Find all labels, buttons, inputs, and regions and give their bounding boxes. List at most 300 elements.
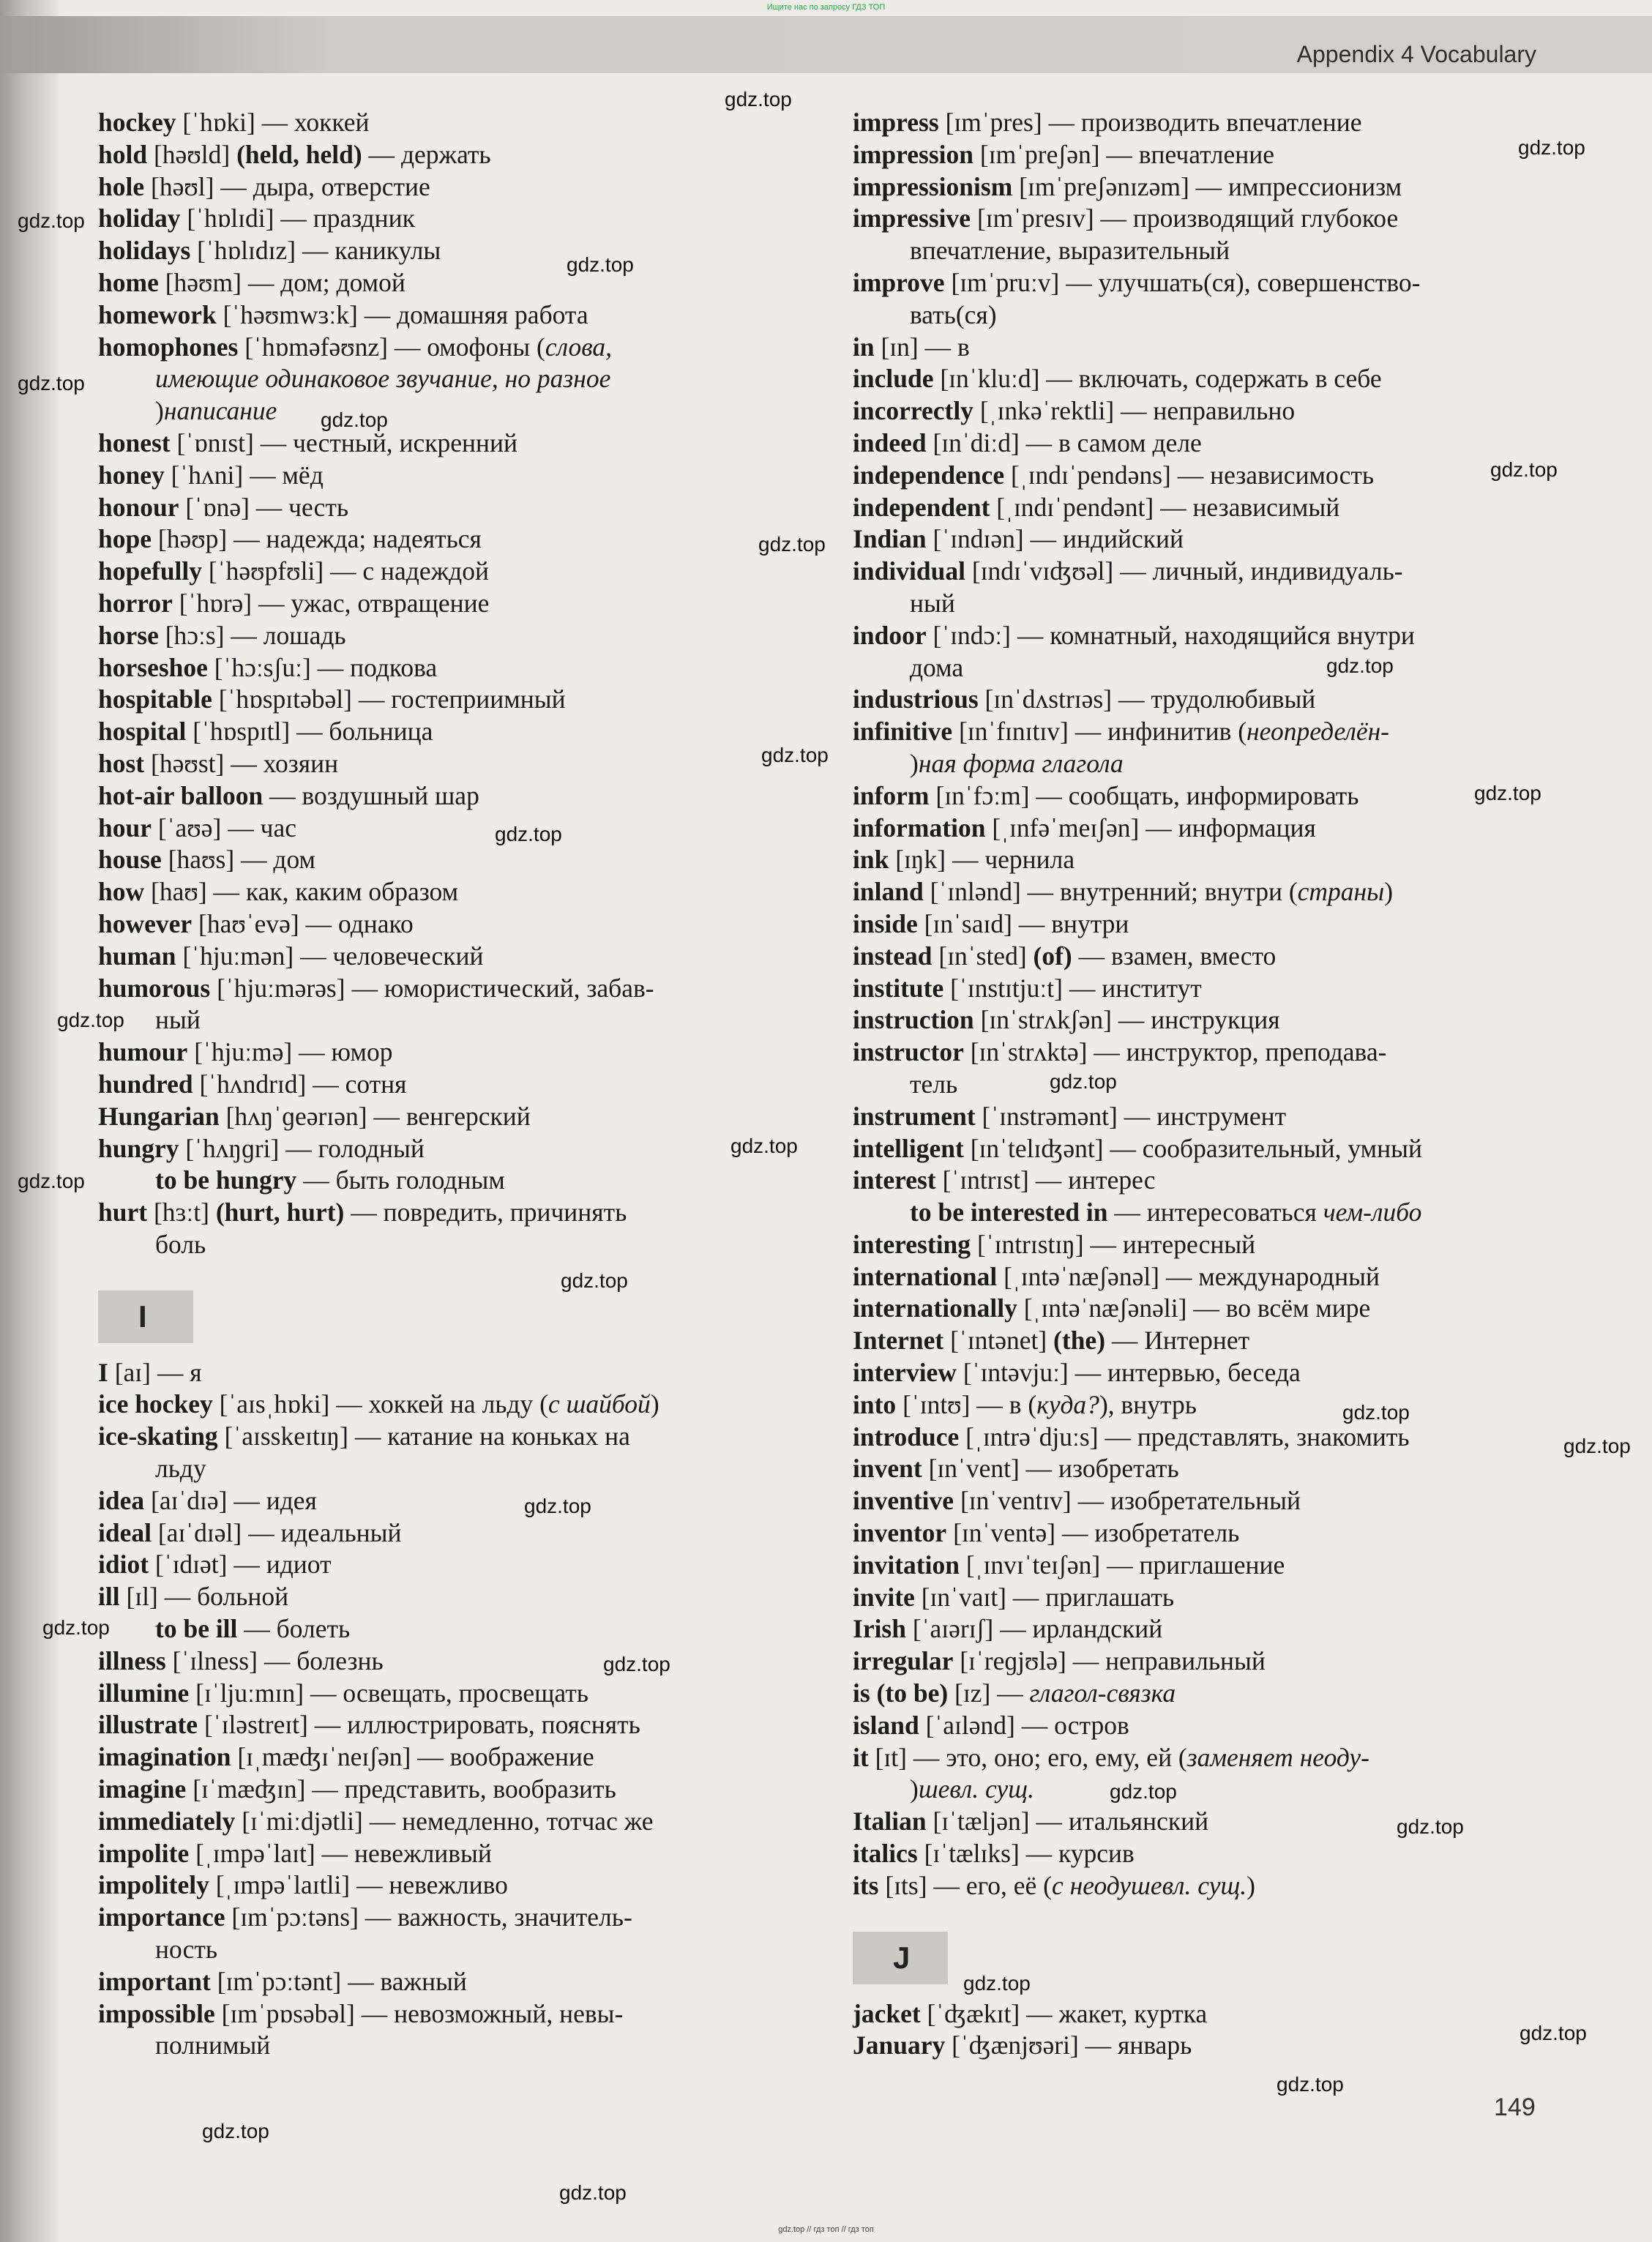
transcription: [ɪmˈpɒsəbəl] — [214, 1998, 355, 2028]
headword: information — [853, 812, 986, 842]
headword: January — [853, 2030, 946, 2060]
entry-continuation — [853, 748, 1536, 780]
translation: — в ( — [970, 1389, 1037, 1419]
entry-continuation — [853, 588, 1536, 620]
headword: to be interested in — [910, 1197, 1108, 1228]
headword: Hungarian — [98, 1101, 220, 1131]
transcription: [ˈɪnlənd] — [923, 877, 1021, 907]
transcription: [ɪˌmæʤɪˈneɪʃən] — [231, 1742, 411, 1772]
transcription: [aɪ] — [108, 1357, 151, 1387]
headword: how — [98, 877, 145, 907]
translation: — инфинитив ( — [1068, 717, 1247, 747]
headword: into — [853, 1389, 897, 1419]
translation: вать(ся) — [910, 299, 997, 329]
vocabulary-entry — [853, 107, 1536, 139]
transcription: [ˈhɒki] — [176, 108, 255, 137]
italic-note: неопределён- — [1247, 717, 1390, 747]
translation: — невежливо — [350, 1870, 508, 1900]
transcription: [ˈhɔːsʃuː] — [207, 652, 311, 682]
translation: — сотня — [306, 1069, 407, 1099]
bottom-banner: gdz.top // гдз топ // гдз топ — [778, 2225, 874, 2234]
word-forms: (held, held) — [230, 139, 362, 169]
transcription: [ˈʤækɪt] — [920, 1998, 1020, 2028]
headword: Indian — [853, 524, 927, 554]
vocabulary-entry — [98, 941, 777, 973]
translation: — это, оно; его, ему, ей ( — [906, 1742, 1187, 1772]
headword: idiot — [98, 1550, 149, 1580]
watermark: gdz.top — [321, 408, 388, 431]
headword: imagination — [98, 1742, 231, 1772]
translation: — подкова — [310, 652, 438, 682]
watermark: gdz.top — [495, 823, 562, 845]
top-banner: Ищите нас по запросу ГДЗ ТОП — [766, 3, 886, 12]
headword: hundred — [98, 1069, 193, 1099]
translation-tail: ) — [1247, 1870, 1255, 1900]
vocabulary-entry — [853, 203, 1536, 235]
translation: ность — [155, 1935, 218, 1965]
vocabulary-entry — [98, 844, 777, 876]
vocabulary-entry — [853, 1357, 1536, 1389]
translation: — с надеждой — [324, 556, 489, 586]
translation: — праздник — [274, 203, 415, 233]
headword: illustrate — [98, 1710, 198, 1740]
transcription: [ɪndɪˈvɪʤʊəl] — [965, 556, 1114, 586]
transcription: [ˌɪntrəˈdjuːs] — [959, 1421, 1099, 1451]
translation: — воображение — [411, 1742, 594, 1772]
vocabulary-entry — [98, 1806, 777, 1838]
transcription: [ɪnˈsted] — [932, 941, 1027, 971]
translation: — дом — [234, 845, 315, 875]
headword: host — [98, 748, 145, 778]
translation: — интерес — [1028, 1165, 1156, 1195]
headword: interest — [853, 1165, 936, 1195]
translation: — невозможный, невы- — [354, 1998, 624, 2028]
translation: — невежливый — [315, 1838, 492, 1868]
headword: inland — [853, 877, 924, 907]
entry-continuation — [98, 1229, 777, 1261]
translation: — юмористический, забав- — [345, 973, 654, 1003]
transcription: [ɪnˈkluːd] — [933, 364, 1040, 394]
entry-continuation — [853, 652, 1536, 684]
watermark: gdz.top — [1490, 458, 1558, 481]
transcription: [ˈɒnə] — [179, 492, 250, 522]
translation: — иллюстрировать, пояснять — [307, 1710, 640, 1740]
transcription: [ɪnˈdiːd] — [926, 427, 1020, 457]
translation: — жакет, куртка — [1020, 1998, 1208, 2028]
transcription: [ɪnˈtelɪʤənt] — [963, 1133, 1104, 1163]
headword: human — [98, 941, 176, 971]
headword: hurt — [98, 1197, 148, 1228]
vocabulary-entry — [853, 492, 1536, 524]
translation: полнимый — [155, 2030, 271, 2060]
word-forms: (the) — [1047, 1326, 1106, 1356]
vocabulary-entry — [98, 171, 777, 203]
vocabulary-entry — [98, 107, 777, 139]
translation: — производить впечатление — [1042, 108, 1362, 137]
translation: — дыра, отверстие — [214, 171, 430, 201]
headword: impressive — [853, 203, 971, 233]
entry-continuation — [853, 235, 1536, 267]
transcription: [ɪmˈpreʃən] — [973, 139, 1100, 169]
translation: — в — [918, 332, 970, 362]
translation: — Интернет — [1105, 1326, 1250, 1356]
headword: indeed — [853, 427, 927, 457]
word-forms: (of) — [1026, 941, 1072, 971]
headword: inventive — [853, 1486, 954, 1516]
headword: instead — [853, 941, 932, 971]
watermark: gdz.top — [57, 1009, 124, 1031]
headword: hold — [98, 139, 148, 169]
watermark: gdz.top — [1050, 1070, 1117, 1093]
vocabulary-entry — [853, 684, 1536, 716]
vocabulary-entry — [98, 1645, 777, 1678]
watermark: gdz.top — [730, 1135, 798, 1157]
headword: however — [98, 908, 193, 938]
transcription: [ˈɪnstɪtjuːt] — [943, 973, 1063, 1003]
transcription: [ɪnˈvent] — [922, 1454, 1020, 1484]
headword: Irish — [853, 1614, 906, 1644]
headword: impression — [853, 139, 974, 169]
vocabulary-entry — [98, 1838, 777, 1870]
transcription: [ɪnˈsaɪd] — [917, 908, 1012, 938]
italic-note: с шайбой — [547, 1389, 651, 1419]
watermark: gdz.top — [1397, 1815, 1464, 1838]
transcription: [ˈʤænjʊəri] — [945, 2030, 1079, 2060]
vocabulary-entry — [98, 812, 777, 845]
transcription: [ˈaɪərɪʃ] — [906, 1614, 994, 1644]
entry-continuation — [853, 1774, 1536, 1806]
vocabulary-entry — [98, 1036, 777, 1069]
vocabulary-entry — [98, 139, 777, 171]
vocabulary-entry — [98, 1966, 777, 1998]
headword: ill — [98, 1582, 120, 1612]
headword: I — [98, 1357, 108, 1387]
transcription: [ˈɪntrɪstɪŋ] — [971, 1229, 1084, 1259]
watermark: gdz.top — [761, 744, 829, 766]
headword: impress — [853, 108, 939, 137]
translation: — во всём мире — [1186, 1293, 1371, 1323]
vocabulary-entry — [98, 332, 777, 364]
watermark: gdz.top — [202, 2120, 269, 2142]
translation: — идиот — [227, 1550, 332, 1580]
transcription: [ɪŋk] — [889, 845, 946, 875]
translation: — представлять, знакомить — [1098, 1421, 1410, 1451]
transcription: [həʊm] — [158, 267, 242, 297]
headword: inventor — [853, 1518, 947, 1548]
headword: impolite — [98, 1838, 190, 1868]
vocabulary-entry — [853, 876, 1536, 908]
headword: Internet — [853, 1326, 944, 1356]
transcription: [ˈɪlness] — [165, 1645, 258, 1675]
transcription: [ˌɪntəˈnæʃənəl] — [997, 1261, 1160, 1291]
vocabulary-entry — [98, 684, 777, 716]
vocabulary-entry — [853, 1870, 1536, 1902]
headword: jacket — [853, 1998, 921, 2028]
translation: — лошадь — [224, 620, 346, 650]
entry-continuation — [98, 395, 777, 427]
transcription: [ˈhʌndrɪd] — [193, 1069, 307, 1099]
vocabulary-entry — [853, 908, 1536, 941]
translation: — быть голодным — [296, 1165, 505, 1195]
vocabulary-entry — [98, 620, 777, 652]
headword: idea — [98, 1485, 145, 1515]
headword: hospitable — [98, 684, 212, 714]
headword: hospital — [98, 717, 187, 747]
vocabulary-entry — [98, 1421, 777, 1453]
headword: in — [853, 332, 875, 362]
headword: Italian — [853, 1806, 927, 1836]
vocabulary-entry — [853, 1036, 1536, 1069]
vocabulary-entry — [853, 267, 1536, 299]
transcription: [ˈhjuːmən] — [176, 941, 294, 971]
translation: ный — [910, 588, 955, 618]
headword: hole — [98, 171, 145, 201]
translation: — человеческий — [294, 941, 484, 971]
translation: — хоккей на льду ( — [329, 1389, 548, 1419]
transcription: [ɪmˈpres] — [938, 108, 1042, 137]
headword: inside — [853, 908, 918, 938]
transcription: [ɪnˈventə] — [946, 1518, 1056, 1548]
vocabulary-entry — [98, 299, 777, 332]
italic-note: написание — [163, 396, 277, 426]
vocabulary-entry — [98, 556, 777, 588]
translation: — инструктор, преподава- — [1087, 1037, 1387, 1067]
translation: — венгерский — [367, 1101, 531, 1131]
headword: industrious — [853, 684, 979, 714]
vocabulary-entry — [853, 1325, 1536, 1357]
transcription: [ˌɪndɪˈpendəns] — [1004, 460, 1171, 490]
transcription: [ˈaɪsskeɪtɪŋ] — [217, 1421, 348, 1451]
translation: — неправильно — [1114, 396, 1296, 426]
translation: боль — [155, 1229, 206, 1259]
headword: interview — [853, 1358, 957, 1388]
transcription: [ˌɪnkəˈrektli] — [973, 396, 1115, 426]
vocabulary-entry — [853, 1453, 1536, 1485]
transcription: [həʊst] — [144, 748, 225, 778]
transcription: [ˈɪnstrəmənt] — [975, 1101, 1118, 1131]
watermark: gdz.top — [1110, 1780, 1177, 1803]
vocabulary-entry — [98, 1517, 777, 1550]
vocabulary-entry — [98, 1165, 777, 1197]
italic-note: ная форма глагола — [918, 748, 1124, 778]
transcription: [ɪnˈfɔːm] — [929, 780, 1030, 810]
transcription: [haʊˈevə] — [192, 908, 299, 938]
vocabulary-entry — [98, 876, 777, 908]
transcription: [ˌɪmpəˈlaɪtli] — [209, 1870, 351, 1900]
headword: infinitive — [853, 717, 953, 747]
translation-tail: ) — [1384, 877, 1394, 907]
transcription: [ɪˈmiːdjətli] — [235, 1806, 363, 1836]
vocabulary-entry — [98, 1774, 777, 1806]
translation: дома — [910, 652, 964, 682]
transcription: [ˈhɒrə] — [172, 588, 253, 618]
vocabulary-entry — [98, 1485, 777, 1517]
headword: ice hockey — [98, 1389, 213, 1419]
headword: important — [98, 1966, 211, 1996]
vocabulary-entry — [853, 2030, 1536, 2062]
translation: — ужас, отвращение — [252, 588, 490, 618]
vocabulary-entry — [98, 267, 777, 299]
headword: horse — [98, 620, 159, 650]
watermark: gdz.top — [1474, 782, 1541, 804]
translation: — изобретатель — [1055, 1518, 1240, 1548]
transcription: [ˈɒnɪst] — [170, 427, 254, 457]
transcription: [ɪˈreɡjʊlə] — [953, 1646, 1066, 1676]
headword: internationally — [853, 1293, 1017, 1323]
transcription: [ɪˈljuːmɪn] — [189, 1678, 304, 1708]
headword: hopefully — [98, 556, 203, 586]
vocabulary-entry — [853, 1197, 1536, 1229]
transcription: [ɪˈtæljən] — [926, 1806, 1030, 1836]
transcription: [ɪˈtælɪks] — [917, 1839, 1020, 1869]
headword: imagine — [98, 1774, 187, 1804]
vocabulary-entry — [853, 1229, 1536, 1261]
vocabulary-entry — [853, 1004, 1536, 1036]
vocabulary-entry — [98, 1902, 777, 1934]
book-spine-shadow — [0, 0, 59, 2242]
vocabulary-entry — [98, 1741, 777, 1774]
transcription: [ˈɪdɪət] — [149, 1550, 228, 1580]
translation: — однако — [299, 908, 414, 938]
translation: — остров — [1014, 1710, 1129, 1740]
headword: inform — [853, 780, 930, 810]
headword: honest — [98, 427, 171, 457]
word-forms: (hurt, hurt) — [209, 1197, 345, 1228]
translation: — инструкция — [1111, 1005, 1280, 1035]
vocabulary-entry — [98, 427, 777, 460]
translation: — больной — [157, 1582, 289, 1612]
watermark: gdz.top — [603, 1653, 670, 1675]
transcription: [aɪˈdɪəl] — [151, 1517, 242, 1547]
transcription: [ˈhjuːmə] — [187, 1037, 293, 1067]
watermark: gdz.top — [1342, 1401, 1410, 1424]
vocabulary-entry — [853, 1678, 1536, 1710]
headword: hour — [98, 812, 152, 842]
headword: house — [98, 845, 162, 875]
vocabulary-entry — [98, 492, 777, 524]
translation: — изобретать — [1019, 1454, 1179, 1484]
vocabulary-entry — [98, 748, 777, 780]
translation: — представить, вообразить — [305, 1774, 616, 1804]
vocabulary-entry — [853, 620, 1536, 652]
vocabulary-entry — [98, 1869, 777, 1902]
translation: — гостеприимный — [351, 684, 566, 714]
vocabulary-entry — [853, 1517, 1536, 1550]
translation: — чернила — [946, 845, 1075, 875]
vocabulary-entry — [853, 1742, 1536, 1774]
italic-note: страны — [1297, 877, 1385, 907]
headword: holidays — [98, 236, 191, 266]
translation: — я — [150, 1357, 202, 1387]
italic-note: куда? — [1036, 1389, 1099, 1419]
vocabulary-entry — [853, 1101, 1536, 1133]
vocabulary-entry — [853, 1133, 1536, 1165]
vocabulary-entry — [98, 235, 777, 267]
headword: include — [853, 364, 934, 394]
translation: — итальянский — [1029, 1806, 1209, 1836]
transcription: [ɪmˈpɔːtənt] — [210, 1966, 342, 1996]
translation: — надежда; надеяться — [227, 524, 482, 554]
vocabulary-entry — [853, 556, 1536, 588]
vocabulary-entry — [853, 941, 1536, 973]
translation: — интервью, беседа — [1068, 1358, 1301, 1388]
transcription: [ˈɪntənet] — [943, 1326, 1047, 1356]
vocabulary-entry — [98, 1069, 777, 1101]
left-column — [98, 107, 777, 2062]
italic-note: заменяет неоду- — [1186, 1742, 1369, 1772]
vocabulary-entry — [853, 1485, 1536, 1517]
translation: — личный, индивидуаль- — [1113, 556, 1403, 586]
headword: introduce — [853, 1421, 960, 1451]
watermark: gdz.top — [18, 209, 85, 232]
transcription: [hʌŋˈɡeərɪən] — [219, 1101, 367, 1131]
translation: льду — [155, 1454, 206, 1484]
vocabulary-entry — [853, 1293, 1536, 1325]
transcription: [ɪnˈdʌstrɪəs] — [978, 684, 1113, 714]
vocabulary-entry — [98, 1101, 777, 1133]
transcription: [ˈhɒlɪdɪz] — [190, 236, 296, 266]
translation: — независимый — [1154, 492, 1340, 522]
translation: — независимость — [1170, 460, 1375, 490]
transcription: [ɪnˈventɪv] — [954, 1486, 1072, 1516]
translation: — важный — [341, 1966, 467, 1996]
vocabulary-entry — [853, 1998, 1536, 2030]
translation: — как, каким образом — [206, 877, 459, 907]
translation: — трудолюбивый — [1112, 684, 1316, 714]
headword: incorrectly — [853, 396, 973, 426]
translation: — институт — [1062, 973, 1202, 1003]
headword: impolitely — [98, 1870, 209, 1900]
headword: interesting — [853, 1229, 971, 1259]
transcription: [ɪnˈvaɪt] — [914, 1582, 1006, 1612]
headword: independence — [853, 460, 1005, 490]
translation-tail: ) — [650, 1389, 659, 1419]
headword: hope — [98, 524, 152, 554]
translation: — повредить, причинять — [344, 1197, 627, 1228]
vocabulary-entry — [98, 1357, 777, 1389]
translation: — информация — [1139, 812, 1316, 842]
transcription: [ɪnˈstrʌktə] — [963, 1037, 1088, 1067]
vocabulary-entry — [98, 1389, 777, 1421]
italic-note: имеющие одинаковое звучание, но разное — [155, 364, 611, 394]
headword: individual — [853, 556, 965, 586]
headword: honour — [98, 492, 179, 522]
headword: irregular — [853, 1646, 954, 1676]
headword: ideal — [98, 1517, 152, 1547]
translation: — впечатление — [1099, 139, 1274, 169]
headword: it — [853, 1742, 869, 1772]
vocabulary-entry — [853, 1389, 1536, 1421]
headword: impressionism — [853, 171, 1013, 201]
headword: horseshoe — [98, 652, 208, 682]
translation: тель — [910, 1069, 958, 1099]
page-number: 149 — [1494, 2093, 1536, 2121]
translation: — каникулы — [296, 236, 441, 266]
transcription: [haʊ] — [144, 877, 207, 907]
vocabulary-entry — [98, 652, 777, 684]
vocabulary-entry — [853, 332, 1536, 364]
watermark: gdz.top — [567, 253, 634, 276]
translation: — комнатный, находящийся внутри — [1010, 620, 1415, 650]
vocabulary-entry — [853, 171, 1536, 203]
transcription: [ˈhɒspɪtl] — [186, 717, 291, 747]
translation: — честь — [249, 492, 349, 522]
vocabulary-entry — [853, 844, 1536, 876]
section-letter: J — [853, 1932, 948, 1984]
headword: hot-air balloon — [98, 780, 264, 810]
translation: — освещать, просвещать — [304, 1678, 588, 1708]
translation: — январь — [1078, 2030, 1192, 2060]
